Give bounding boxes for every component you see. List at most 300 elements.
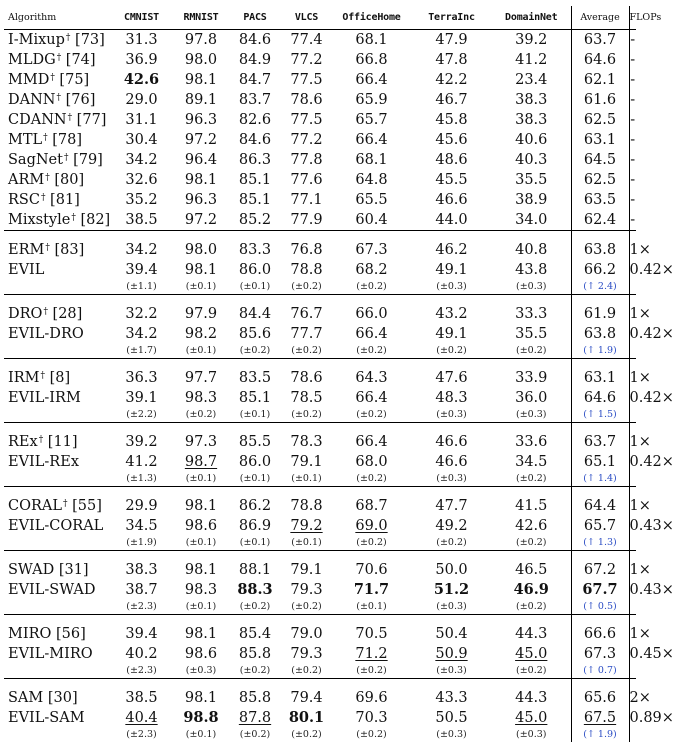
table-row	[4, 30, 636, 51]
std-value: (±0.2)	[291, 665, 322, 676]
spacer-cell	[173, 487, 229, 497]
score-cell: 77.9	[290, 212, 323, 228]
spacer-cell	[411, 615, 492, 625]
flops-value: -	[630, 112, 636, 128]
citation: [76]	[60, 92, 96, 108]
spacer-cell	[629, 728, 636, 742]
spacer-cell	[629, 600, 636, 615]
spacer-cell	[4, 487, 110, 497]
spacer-cell	[110, 359, 173, 369]
flops-value: 0.42×	[629, 390, 674, 406]
std-value: (±0.2)	[239, 729, 271, 740]
score-cell: 46.6	[435, 192, 468, 208]
spacer-cell	[629, 408, 636, 423]
spacer-cell	[281, 359, 332, 369]
score-cell: 79.3	[290, 646, 323, 662]
std-value: (±0.3)	[185, 665, 217, 676]
algorithm-name	[4, 368, 110, 388]
score-cell: 68.0	[355, 454, 388, 470]
spacer-cell	[229, 359, 281, 369]
score-cell: 98.6	[184, 518, 218, 534]
col-header-officehome: OfficeHome	[332, 6, 411, 30]
spacer-cell	[4, 359, 110, 369]
spacer-cell	[571, 487, 629, 497]
flops-value: 0.89×	[629, 710, 674, 726]
average-value: 66.6	[571, 624, 629, 644]
score-cell: 83.3	[238, 242, 272, 258]
score-cell: 39.1	[125, 390, 158, 406]
score-cell: 60.4	[355, 212, 388, 228]
algorithm-name	[4, 260, 110, 280]
method-name: SWAD	[8, 562, 55, 578]
score-cell: 51.2	[433, 581, 470, 598]
score-cell: 42.6	[515, 518, 548, 534]
std-value: (±1.3)	[126, 473, 157, 484]
dagger-mark: †	[63, 153, 69, 163]
std-value: (±0.2)	[516, 601, 547, 612]
score-cell: 97.3	[184, 434, 218, 450]
table-row	[4, 110, 636, 130]
std-value: (±0.3)	[436, 729, 467, 740]
spacer-cell	[629, 231, 636, 241]
std-value: (±2.3)	[126, 729, 157, 740]
algorithm-name	[4, 304, 110, 324]
score-cell: 69.0	[355, 518, 388, 534]
dagger-mark: †	[43, 133, 48, 143]
algorithm-name	[4, 170, 110, 190]
score-cell: 66.0	[355, 306, 388, 322]
spacer-cell	[332, 295, 411, 305]
score-cell: 34.5	[515, 454, 548, 470]
spacer-cell	[4, 536, 110, 551]
table-row	[4, 90, 636, 110]
average-value: 64.6	[571, 388, 629, 408]
method-name: EVIL-SAM	[8, 710, 85, 726]
spacer-cell	[492, 423, 571, 433]
flops-value: 1×	[629, 498, 651, 514]
spacer-cell	[629, 359, 636, 369]
score-cell: 80.1	[288, 709, 325, 726]
score-cell: 31.1	[125, 112, 158, 128]
spacer-cell	[411, 423, 492, 433]
dagger-mark: †	[65, 33, 71, 43]
score-cell: 36.3	[125, 370, 158, 386]
citation: [83]	[49, 242, 85, 258]
score-cell: 34.2	[125, 152, 158, 168]
score-cell: 36.9	[125, 52, 158, 68]
citation: [31]	[54, 562, 89, 578]
algorithm-name	[4, 50, 110, 70]
score-cell: 35.5	[515, 326, 548, 342]
std-row	[4, 728, 636, 742]
dagger-mark: †	[38, 435, 44, 445]
flops-value: -	[630, 52, 636, 68]
score-cell: 69.6	[355, 690, 388, 706]
score-cell: 41.5	[515, 498, 548, 514]
score-cell: 77.5	[290, 112, 323, 128]
spacer-cell	[4, 423, 110, 433]
spacer-cell	[229, 679, 281, 689]
score-cell: 46.2	[435, 242, 468, 258]
std-row	[4, 472, 636, 487]
flops-value: -	[630, 212, 636, 228]
spacer-cell	[173, 295, 229, 305]
std-value: (±0.2)	[291, 409, 322, 420]
std-value: (±0.2)	[436, 345, 467, 356]
group-separator	[4, 615, 636, 625]
score-cell: 46.6	[435, 454, 468, 470]
citation: [75]	[54, 72, 90, 88]
flops-value: 1×	[629, 562, 651, 578]
average-value: 63.7	[571, 30, 629, 51]
spacer-cell	[4, 280, 110, 295]
algorithm-name	[4, 452, 110, 472]
score-cell: 49.1	[435, 326, 468, 342]
citation: [8]	[45, 370, 71, 386]
std-value: (±0.1)	[185, 473, 217, 484]
average-value: 62.5	[571, 170, 629, 190]
method-name: RSC	[8, 192, 40, 208]
flops-value: -	[630, 152, 636, 168]
score-cell: 41.2	[125, 454, 158, 470]
score-cell: 79.4	[290, 690, 323, 706]
method-name: SagNet	[8, 152, 63, 168]
score-cell: 34.2	[125, 242, 158, 258]
score-cell: 98.1	[184, 262, 218, 278]
results-table	[4, 6, 674, 742]
spacer-cell	[332, 231, 411, 241]
score-cell: 97.9	[184, 306, 218, 322]
flops-value: 1×	[629, 242, 651, 258]
score-cell: 71.7	[353, 581, 390, 598]
table-row	[4, 644, 636, 664]
spacer-cell	[173, 423, 229, 433]
std-value: (±1.1)	[126, 281, 157, 292]
spacer-cell	[4, 295, 110, 305]
score-cell: 70.3	[355, 710, 388, 726]
score-cell: 47.6	[435, 370, 468, 386]
table-row	[4, 708, 636, 728]
score-cell: 98.3	[184, 582, 218, 598]
std-value: (±0.2)	[291, 601, 322, 612]
std-value: (±0.3)	[516, 409, 547, 420]
std-value: (±0.2)	[239, 345, 271, 356]
std-value: (±0.1)	[239, 281, 271, 292]
spacer-cell	[332, 423, 411, 433]
spacer-cell	[629, 423, 636, 433]
dagger-mark: †	[63, 499, 68, 509]
score-cell: 35.2	[125, 192, 158, 208]
citation: [28]	[47, 306, 83, 322]
dagger-mark: †	[45, 243, 50, 253]
algorithm-name	[4, 560, 110, 580]
method-name: EVIL-REx	[8, 454, 79, 470]
table-row	[4, 580, 636, 600]
table-row	[4, 70, 636, 90]
score-cell: 78.6	[290, 92, 323, 108]
spacer-cell	[173, 359, 229, 369]
spacer-cell	[4, 344, 110, 359]
score-cell: 48.6	[435, 152, 468, 168]
spacer-cell	[411, 487, 492, 497]
score-cell: 64.3	[355, 370, 388, 386]
score-cell: 50.0	[435, 562, 468, 578]
citation: [30]	[43, 690, 78, 706]
spacer-cell	[110, 487, 173, 497]
score-cell: 76.8	[290, 242, 323, 258]
score-cell: 86.9	[238, 518, 272, 534]
table-row	[4, 560, 636, 580]
score-cell: 98.3	[184, 390, 218, 406]
flops-value: -	[630, 192, 636, 208]
dagger-mark: †	[50, 73, 55, 83]
score-cell: 85.1	[238, 172, 272, 188]
citation: [82]	[75, 212, 111, 228]
spacer-cell	[110, 551, 173, 561]
spacer-cell	[332, 615, 411, 625]
gain-cell	[571, 344, 629, 359]
std-value: (±0.3)	[516, 729, 547, 740]
score-cell: 30.4	[125, 132, 158, 148]
average-value: 67.7	[571, 580, 629, 600]
gain-value: (↑ 0.7)	[583, 665, 617, 676]
score-cell: 98.1	[184, 562, 218, 578]
spacer-cell	[332, 487, 411, 497]
score-cell: 38.7	[125, 582, 158, 598]
score-cell: 39.4	[125, 262, 158, 278]
gain-cell	[571, 536, 629, 551]
spacer-cell	[411, 295, 492, 305]
table-row	[4, 388, 636, 408]
col-header-terrainc: TerraInc	[411, 6, 492, 30]
spacer-cell	[229, 487, 281, 497]
spacer-cell	[571, 231, 629, 241]
std-row	[4, 664, 636, 679]
spacer-cell	[4, 664, 110, 679]
score-cell: 33.6	[515, 434, 548, 450]
flops-value: 2×	[629, 690, 651, 706]
score-cell: 77.2	[290, 132, 323, 148]
std-value: (±0.1)	[185, 281, 217, 292]
score-cell: 66.4	[355, 390, 388, 406]
score-cell: 65.9	[355, 92, 388, 108]
score-cell: 43.2	[435, 306, 468, 322]
score-cell: 41.2	[515, 52, 548, 68]
table-row	[4, 240, 636, 260]
score-cell: 68.7	[355, 498, 388, 514]
gain-value: (↑ 1.5)	[583, 409, 617, 420]
score-cell: 40.2	[125, 646, 158, 662]
spacer-cell	[629, 295, 636, 305]
table-row	[4, 210, 636, 231]
score-cell: 84.4	[238, 306, 272, 322]
table-row	[4, 260, 636, 280]
spacer-cell	[110, 679, 173, 689]
spacer-cell	[492, 551, 571, 561]
spacer-cell	[4, 679, 110, 689]
spacer-cell	[492, 359, 571, 369]
spacer-cell	[4, 615, 110, 625]
citation: [55]	[67, 498, 102, 514]
score-cell: 64.8	[355, 172, 388, 188]
spacer-cell	[492, 615, 571, 625]
std-value: (±0.2)	[239, 601, 271, 612]
std-value: (±0.1)	[185, 601, 217, 612]
col-header-cmnist: CMNIST	[110, 6, 173, 30]
std-value: (±0.2)	[356, 537, 387, 548]
spacer-cell	[629, 280, 636, 295]
score-cell: 65.7	[355, 112, 388, 128]
flops-value: 0.42×	[629, 454, 674, 470]
dagger-mark: †	[43, 307, 48, 317]
spacer-cell	[281, 487, 332, 497]
std-value: (±0.2)	[436, 537, 467, 548]
std-row	[4, 280, 636, 295]
std-value: (±0.2)	[516, 537, 547, 548]
spacer-cell	[492, 487, 571, 497]
spacer-cell	[281, 423, 332, 433]
citation: [73]	[70, 32, 105, 48]
score-cell: 66.4	[355, 72, 388, 88]
method-name: EVIL	[8, 262, 45, 278]
method-name: MMD	[8, 72, 50, 88]
flops-value: 1×	[629, 370, 651, 386]
col-header-vlcs: VLCS	[281, 6, 332, 30]
gain-cell	[571, 472, 629, 487]
gain-cell	[571, 600, 629, 615]
std-value: (±0.2)	[356, 665, 387, 676]
method-name: IRM	[8, 370, 40, 386]
spacer-cell	[110, 295, 173, 305]
score-cell: 38.9	[515, 192, 548, 208]
std-value: (±0.2)	[291, 281, 322, 292]
std-value: (±2.3)	[126, 601, 157, 612]
average-value: 65.6	[571, 688, 629, 708]
flops-value: 0.43×	[629, 582, 674, 598]
table-row	[4, 50, 636, 70]
spacer-cell	[629, 344, 636, 359]
spacer-cell	[571, 551, 629, 561]
spacer-cell	[629, 536, 636, 551]
score-cell: 82.6	[238, 112, 272, 128]
spacer-cell	[629, 679, 636, 689]
algorithm-name	[4, 624, 110, 644]
std-value: (±1.7)	[126, 345, 157, 356]
table-row	[4, 304, 636, 324]
score-cell: 85.5	[238, 434, 272, 450]
score-cell: 78.5	[290, 390, 323, 406]
citation: [11]	[43, 434, 78, 450]
col-header-average: Average	[571, 6, 629, 30]
score-cell: 98.1	[184, 172, 218, 188]
gain-cell	[571, 664, 629, 679]
average-value: 64.5	[571, 150, 629, 170]
score-cell: 40.6	[515, 132, 548, 148]
algorithm-name	[4, 432, 110, 452]
algorithm-name	[4, 580, 110, 600]
spacer-cell	[229, 295, 281, 305]
spacer-cell	[229, 551, 281, 561]
score-cell: 66.8	[355, 52, 388, 68]
algorithm-name	[4, 210, 110, 231]
table-row	[4, 516, 636, 536]
col-header-domainnet: DomainNet	[492, 6, 571, 30]
score-cell: 96.4	[184, 152, 218, 168]
score-cell: 98.6	[184, 646, 218, 662]
std-row	[4, 536, 636, 551]
score-cell: 44.3	[515, 690, 548, 706]
method-name: CDANN	[8, 112, 67, 128]
spacer-cell	[4, 231, 110, 241]
score-cell: 50.9	[435, 646, 468, 662]
std-value: (±0.2)	[356, 281, 387, 292]
table-row	[4, 452, 636, 472]
score-cell: 40.3	[515, 152, 548, 168]
score-cell: 50.5	[435, 710, 468, 726]
score-cell: 34.5	[125, 518, 158, 534]
score-cell: 45.6	[435, 132, 468, 148]
score-cell: 77.5	[290, 72, 323, 88]
score-cell: 78.6	[290, 370, 323, 386]
spacer-cell	[571, 615, 629, 625]
score-cell: 97.2	[184, 212, 218, 228]
score-cell: 38.3	[515, 112, 548, 128]
average-value: 63.8	[571, 324, 629, 344]
score-cell: 85.1	[238, 390, 272, 406]
score-cell: 84.7	[238, 72, 272, 88]
score-cell: 65.5	[355, 192, 388, 208]
method-name: SAM	[8, 690, 44, 706]
std-value: (±0.3)	[516, 281, 547, 292]
score-cell: 79.3	[290, 582, 323, 598]
algorithm-name	[4, 708, 110, 728]
std-value: (±0.1)	[239, 537, 271, 548]
std-value: (±0.3)	[436, 409, 467, 420]
spacer-cell	[492, 295, 571, 305]
average-value: 63.7	[571, 432, 629, 452]
std-value: (±0.2)	[185, 409, 217, 420]
score-cell: 33.3	[515, 306, 548, 322]
score-cell: 46.9	[513, 581, 549, 598]
group-separator	[4, 295, 636, 305]
score-cell: 79.2	[290, 518, 323, 534]
flops-value: 0.45×	[629, 646, 674, 662]
spacer-cell	[281, 295, 332, 305]
method-name: EVIL-SWAD	[8, 582, 96, 598]
method-name: EVIL-DRO	[8, 326, 84, 342]
std-value: (±1.9)	[126, 537, 157, 548]
average-value: 63.1	[571, 368, 629, 388]
score-cell: 79.1	[290, 562, 323, 578]
std-value: (±0.1)	[356, 601, 387, 612]
score-cell: 98.7	[184, 454, 218, 470]
spacer-cell	[229, 231, 281, 241]
header-row	[4, 6, 636, 30]
score-cell: 66.4	[355, 326, 388, 342]
score-cell: 96.3	[184, 112, 218, 128]
score-cell: 50.4	[435, 626, 468, 642]
dagger-mark: †	[40, 371, 45, 381]
method-name: MTL	[8, 132, 43, 148]
spacer-cell	[629, 615, 636, 625]
algorithm-name	[4, 324, 110, 344]
flops-value: 1×	[629, 626, 651, 642]
score-cell: 83.7	[238, 92, 272, 108]
score-cell: 96.3	[184, 192, 218, 208]
score-cell: 42.6	[123, 71, 160, 88]
spacer-cell	[492, 231, 571, 241]
std-value: (±0.2)	[516, 665, 547, 676]
